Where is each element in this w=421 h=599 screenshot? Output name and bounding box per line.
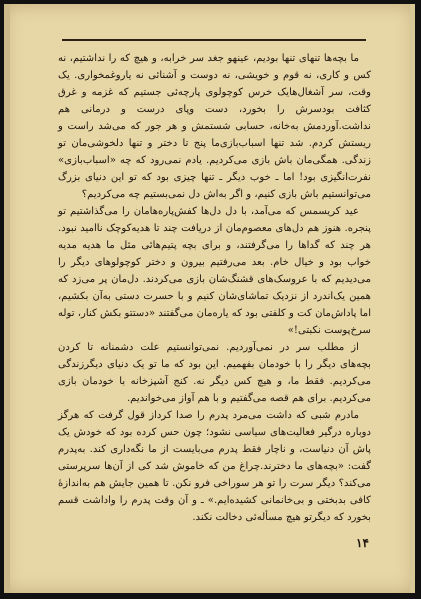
page-number: ۱۴ <box>356 536 369 550</box>
book-page <box>4 4 415 593</box>
paragraph-2: عید کریسمس که می‌آمد، با دل دل‌ها کفش‌پاره‌هامان را می‌گذاشتیم تو پنجره. هنوز هم دل‌های معصوم‌مان از دریافت چند تا هدیه‌کوچک ناامید نبود. هر چند که گداها را می‌گرفتند، و برای بچه پتیم‌هائی مثل ما هدیه مدیه خواب بود و خیال خام. بعد می‌رفتیم بیرون و دختر کوچولوهای دیگر را می‌دیدیم که با عروسک‌های قشنگ‌شان بازی می‌کردند. دل‌مان پر می‌زد که همین یک‌اندرد از نزدیک تماشای‌شان کنیم و با حسرت دستی به‌آن بکشیم، اما پاداش‌مان کت و کلفتی بود که یاره‌مان می‌گفتند «دستتو بکش کنار، توله سرخ‌پوست نکبتی!» <box>58 206 371 336</box>
page-binding-edge <box>4 4 10 593</box>
paragraph-1: ما بچه‌ها تنهای تنها بودیم، عینهو جغد سر خرابه، و هیچ که را نداشتیم، نه کس و کاری، نه قوم و خویشی، نه دوست و آشنائی نه یاروغمخواری. یک وقت، سر آشغال‌هایک خرس کوچولوی پارچه‌ئی جستیم که غزمه و غرق کثافت بودسرش را بخورد، دست وپای درست و درمانی هم نداشت.آوردمش به‌خانه، حسابی شستمش و هر جور که می‌شد راست و ریستش کردم. شد تنها اسباب‌بازی‌ما پنج تا دختر و تنها دلخوشی‌مان تو زندگی. همگی‌مان باش بازی می‌کردیم. یادم نمی‌رود که چه «اسباب‌بازی» نفرت‌انگیزی بود! اما ـ خوب دیگر ـ تنها چیزی بود که تو این دنیای بزرگ می‌توانستیم باش بازی کنیم، و اگر به‌اش دل نمی‌بستیم چه می‌کردیم؟ <box>58 53 371 200</box>
body-text <box>58 50 371 526</box>
header-rule <box>62 39 366 41</box>
paragraph-4: مادرم شبی که داشت می‌مرد پدرم را صدا کرداز قول گرفت که هرگز دوباره درگیر فعالیت‌های سیاسی نشود؛ چون حس کرده بود که خودش یک پاش آن دنیاست، و ناچار فقط پدرم می‌بایست از ما نگه‌داری کند. به‌پدرم گفت: «بچه‌های ما دخترند.چراغ من که خاموش شد کی از آن‌ها سرپرستی می‌کند؟ دیگر سرت را تو هر سوراخی فرو نکن. تا همین جایش هم به‌اندازهٔ کافی بدبختی و بی‌خانمانی کشیده‌ایم.» ـ و آن وقت پدرم را واداشت قسم بخورد که دیگرتو هیچ مسأله‌ئی دخالت نکند. <box>58 410 371 523</box>
page-right-edge <box>410 4 415 593</box>
paragraph-3: از مطلب سر در نمی‌آوردیم. نمی‌توانستیم علت دشمنانه تا کردن بچه‌های دیگر را با خودمان بفهمیم. این بود که ما تو یک دنیای دیگرزندگی می‌کردیم. فقط ما، و هیچ کس دیگر نه. کنج آشپزخانه با خودمان بازی می‌کردیم. برای هم قصه می‌گفتیم و با هم آواز می‌خواندیم. <box>58 342 371 404</box>
